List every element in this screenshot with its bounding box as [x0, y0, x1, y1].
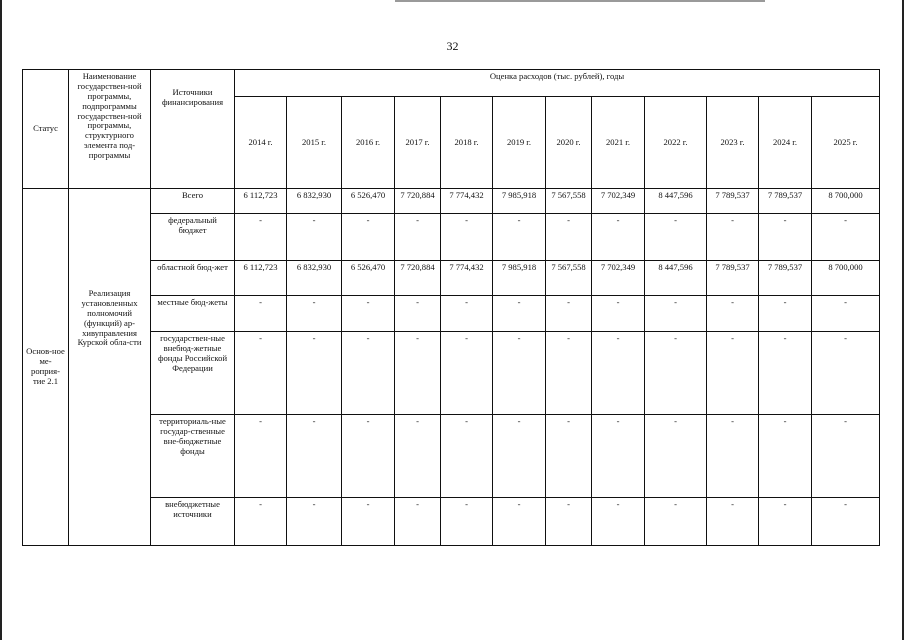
value-cell: 6 832,930: [287, 189, 342, 214]
source-cell: местные бюд-жеты: [151, 296, 235, 332]
table-row: [23, 296, 880, 332]
table-row: [23, 498, 880, 546]
year-header: 2024 г.: [759, 97, 812, 189]
value-cell: -: [759, 498, 812, 546]
value-cell: 6 526,470: [342, 261, 395, 296]
budget-table: [22, 69, 880, 546]
value-cell: -: [592, 415, 645, 498]
value-cell: -: [546, 498, 592, 546]
table-row: [23, 261, 880, 296]
scan-border-right: [902, 0, 904, 640]
value-cell: -: [759, 332, 812, 415]
value-cell: 7 702,349: [592, 261, 645, 296]
value-cell: -: [395, 498, 441, 546]
value-cell: 6 112,723: [235, 261, 287, 296]
value-cell: -: [342, 415, 395, 498]
value-cell: -: [592, 332, 645, 415]
year-header: 2022 г.: [645, 97, 707, 189]
value-cell: -: [287, 214, 342, 261]
value-cell: -: [592, 296, 645, 332]
table-row: [23, 214, 880, 261]
value-cell: -: [707, 498, 759, 546]
value-cell: -: [546, 332, 592, 415]
program-name-cell: Реализация установленных полномочий (функций) ар-хивуправления Курской обла-сти: [69, 189, 151, 546]
source-cell: территориаль-ные государ-ственные вне-бюджетные фонды: [151, 415, 235, 498]
name-header: Наименование государствен-ной программы, подпрограммы государствен-ной программы, структурного элемента под-программы: [69, 70, 151, 189]
value-cell: -: [707, 296, 759, 332]
value-cell: -: [546, 296, 592, 332]
value-cell: -: [812, 296, 880, 332]
year-header: 2021 г.: [592, 97, 645, 189]
value-cell: -: [546, 415, 592, 498]
value-cell: 7 789,537: [707, 189, 759, 214]
year-header: 2016 г.: [342, 97, 395, 189]
value-cell: 7 789,537: [759, 261, 812, 296]
value-cell: 7 985,918: [493, 261, 546, 296]
value-cell: -: [759, 214, 812, 261]
value-cell: -: [441, 498, 493, 546]
value-cell: 6 526,470: [342, 189, 395, 214]
value-cell: -: [812, 498, 880, 546]
value-cell: -: [645, 214, 707, 261]
value-cell: -: [546, 214, 592, 261]
value-cell: -: [235, 498, 287, 546]
value-cell: 7 774,432: [441, 189, 493, 214]
source-cell: внебюджетные источники: [151, 498, 235, 546]
page-number: 32: [446, 39, 459, 53]
sources-header: Источники финансирования: [151, 70, 235, 189]
value-cell: -: [395, 332, 441, 415]
year-header: 2015 г.: [287, 97, 342, 189]
year-header: 2018 г.: [441, 97, 493, 189]
value-cell: -: [441, 214, 493, 261]
value-cell: 8 447,596: [645, 189, 707, 214]
year-header: 2023 г.: [707, 97, 759, 189]
scan-artifact-top: [395, 0, 765, 2]
value-cell: -: [493, 415, 546, 498]
value-cell: -: [441, 332, 493, 415]
value-cell: -: [441, 296, 493, 332]
value-cell: -: [493, 296, 546, 332]
value-cell: -: [812, 332, 880, 415]
value-cell: 6 112,723: [235, 189, 287, 214]
year-header: 2019 г.: [493, 97, 546, 189]
value-cell: -: [592, 214, 645, 261]
status-cell: Основ-ное ме-роприя-тие 2.1: [23, 189, 69, 546]
value-cell: -: [493, 214, 546, 261]
value-cell: -: [395, 415, 441, 498]
value-cell: -: [342, 296, 395, 332]
year-header: 2014 г.: [235, 97, 287, 189]
value-cell: -: [759, 296, 812, 332]
value-cell: -: [592, 498, 645, 546]
value-cell: -: [645, 332, 707, 415]
value-cell: -: [287, 415, 342, 498]
value-cell: 7 789,537: [707, 261, 759, 296]
value-cell: -: [759, 415, 812, 498]
value-cell: -: [235, 415, 287, 498]
source-cell: государствен-ные внебюд-жетные фонды Российской Федерации: [151, 332, 235, 415]
value-cell: -: [287, 498, 342, 546]
value-cell: -: [395, 214, 441, 261]
scan-border-left: [0, 0, 2, 640]
value-cell: -: [235, 214, 287, 261]
value-cell: -: [645, 415, 707, 498]
value-cell: -: [395, 296, 441, 332]
value-cell: -: [812, 415, 880, 498]
value-cell: -: [441, 415, 493, 498]
value-cell: -: [235, 296, 287, 332]
value-cell: -: [707, 332, 759, 415]
value-cell: -: [645, 498, 707, 546]
value-cell: 7 985,918: [493, 189, 546, 214]
table-row: [23, 415, 880, 498]
value-cell: -: [707, 415, 759, 498]
value-cell: -: [235, 332, 287, 415]
year-header: 2020 г.: [546, 97, 592, 189]
table-row: [23, 332, 880, 415]
value-cell: 7 774,432: [441, 261, 493, 296]
value-cell: -: [342, 498, 395, 546]
value-cell: -: [287, 332, 342, 415]
source-cell: областной бюд-жет: [151, 261, 235, 296]
value-cell: 7 567,558: [546, 261, 592, 296]
value-cell: -: [645, 296, 707, 332]
header-row-1: [23, 70, 880, 97]
table-row: [23, 189, 880, 214]
source-cell: Всего: [151, 189, 235, 214]
value-cell: -: [287, 296, 342, 332]
source-cell: федеральный бюджет: [151, 214, 235, 261]
value-cell: -: [493, 498, 546, 546]
value-cell: 8 700,000: [812, 261, 880, 296]
value-cell: 8 700,000: [812, 189, 880, 214]
year-header: 2017 г.: [395, 97, 441, 189]
value-cell: -: [707, 214, 759, 261]
value-cell: -: [812, 214, 880, 261]
value-cell: 6 832,930: [287, 261, 342, 296]
value-cell: 7 720,884: [395, 189, 441, 214]
value-cell: 7 789,537: [759, 189, 812, 214]
value-cell: -: [342, 332, 395, 415]
value-cell: 7 567,558: [546, 189, 592, 214]
status-header: Статус: [23, 70, 69, 189]
value-cell: -: [493, 332, 546, 415]
value-cell: 7 720,884: [395, 261, 441, 296]
value-cell: -: [342, 214, 395, 261]
expenses-header: Оценка расходов (тыс. рублей), годы: [235, 70, 880, 97]
value-cell: 8 447,596: [645, 261, 707, 296]
year-header: 2025 г.: [812, 97, 880, 189]
value-cell: 7 702,349: [592, 189, 645, 214]
